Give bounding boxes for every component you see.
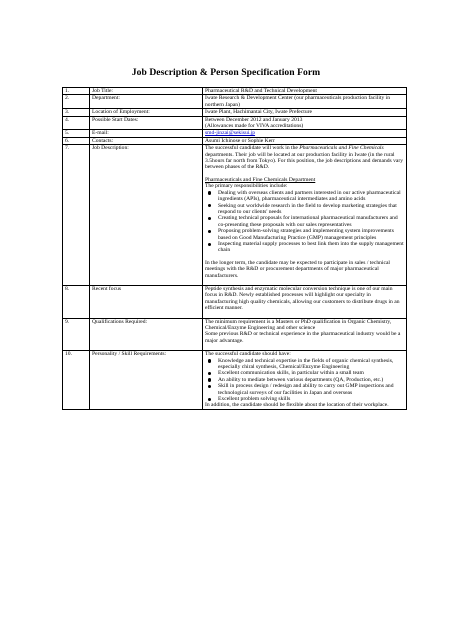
bullet-icon (208, 398, 211, 401)
bullet-icon (208, 385, 211, 388)
table-row (63, 285, 407, 318)
job-spec-table (62, 87, 407, 410)
bullet-icon (208, 372, 211, 375)
row-number: 7. (63, 145, 90, 286)
row-number: 2. (63, 95, 90, 109)
bullet-icon (208, 378, 211, 381)
table-row (63, 137, 407, 144)
start-dates-line: Between December 2012 and January 2013 (205, 116, 303, 123)
row-label: E-mail: (90, 130, 203, 137)
email-link[interactable]: smd-jinzai@sekisui.jp (205, 130, 256, 137)
bullet-icon (208, 230, 211, 233)
row-number: 6. (63, 137, 90, 144)
row-number: 9. (63, 318, 90, 351)
row-number: 4. (63, 116, 90, 130)
form-title: Job Description & Person Specification Form (131, 67, 321, 78)
responsibilities-heading: The primary responsibilities include: (205, 183, 288, 190)
table-row (63, 145, 407, 286)
list-item: Skill in process design / redesign and ability to carry out GMP inspections and technological surveys of our facilities in Japan and overseas (218, 383, 404, 396)
start-dates-value (203, 116, 407, 130)
row-number: 3. (63, 109, 90, 116)
bullet-icon (208, 204, 211, 207)
table-row (63, 351, 407, 410)
section-heading: Pharmaceuticals and Fine Chemicals Department (205, 176, 316, 183)
bullet-icon (208, 191, 211, 194)
skills-cell (203, 351, 407, 410)
row-label: Personality / Skill Requirements: (90, 351, 203, 410)
qualifications-line: Some previous R&D or technical experience in the pharmaceutical industry would be a major advantage. (205, 331, 401, 344)
list-item: Dealing with overseas clients and partners interested in our active pharmaceutical ingredients (APIs), pharmaceutical intermediates and amino acids (218, 190, 404, 203)
responsibilities-list (205, 190, 404, 254)
list-item: Creating technical proposals for international pharmaceutical manufacturers and co-presenting these proposals with our sales representatives (218, 215, 404, 228)
skills-closing: In addition, the candidate should be flexible about the location of their workplace. (205, 402, 389, 409)
bullet-icon (208, 217, 211, 220)
qualifications-line: The minimum requirement is a Masters or PhD qualification in Organic Chemistry, Chemical/Enzyme Engineering and other science (205, 318, 392, 331)
list-item: Inspecting material supply processes to best link them into the supply management chain (218, 241, 404, 254)
table-row (63, 116, 407, 130)
table-row (63, 130, 407, 137)
email-cell (203, 130, 407, 137)
row-number: 5. (63, 130, 90, 137)
list-item: Seeking out worldwide research in the field to develop marketing strategies that respond to our clients' needs (218, 203, 404, 216)
row-label: Recent focus (90, 285, 203, 318)
job-description-cell (203, 145, 407, 286)
recent-focus-cell (203, 285, 407, 318)
bullet-icon (208, 243, 211, 246)
location-value: Iwate Plant, Hachimantai City, Iwate Prefecture (203, 109, 407, 116)
table-row (63, 109, 407, 116)
row-label: Job Title: (90, 88, 203, 95)
recent-focus-value: Peptide synthesis and enzymatic molecular conversion technique is one of our main focus in R&D. Newly established processes will highlight our specialty in manufacturing high quality chemicals, allowing our customers to distribute drugs in an efficient manner. (205, 285, 400, 312)
job-title-value: Pharmaceutical R&D and Technical Development (203, 88, 407, 95)
row-number: 10. (63, 351, 90, 410)
table-row (63, 95, 407, 109)
job-description-closing: In the longer term, the candidate may be expected to participate in sales / technical meetings with the R&D or procurement departments of major pharmaceutical manufacturers. (205, 259, 390, 279)
row-number: 1. (63, 88, 90, 95)
list-item: Excellent communication skills, in particular within a small team (218, 370, 404, 376)
start-dates-note: (Allowances made for VIVA accreditations) (205, 123, 304, 130)
department-value: Iwate Research & Development Center (our pharmaceuticals production facility in northern Japan) (203, 95, 407, 109)
skills-intro: The successful candidate should have: (205, 351, 291, 358)
skills-list (205, 358, 404, 403)
row-label: Contacts: (90, 137, 203, 144)
qualifications-cell (203, 318, 407, 351)
list-item: An ability to mediate between various departments (QA, Production, etc.) (218, 377, 404, 383)
list-item: Excellent problem solving skills (218, 396, 404, 402)
row-number: 8. (63, 285, 90, 318)
row-label: Location of Employment: (90, 109, 203, 116)
bullet-icon (208, 359, 211, 362)
row-label: Department: (90, 95, 203, 109)
table-row (63, 88, 407, 95)
list-item: Proposing problem-solving strategies and implementing system improvements based on Good Manufacturing Practice (GMP) management principles (218, 228, 404, 241)
list-item: Knowledge and technical expertise in the fields of organic chemical synthesis, especially chiral synthesis, Chemical/Enzyme Engineering (218, 358, 404, 371)
departments-italic: Pharmaceuticals and Fine Chemicals (299, 145, 384, 152)
row-label: Possible Start Dates: (90, 116, 203, 130)
row-label: Job Description: (90, 145, 203, 286)
row-label: Qualifications Required: (90, 318, 203, 351)
table-row (63, 318, 407, 351)
job-description-intro: The successful candidate will work in the Pharmaceuticals and Fine Chemicals departments. Their job will be located at our production facility in Iwate (in the rural 3.5hours far north from Tokyo). For this position, the job descriptions and demands vary between phases of the R&D. (205, 145, 404, 171)
contacts-value: Asumi Ichinose or Sophie Kerr (203, 137, 407, 144)
